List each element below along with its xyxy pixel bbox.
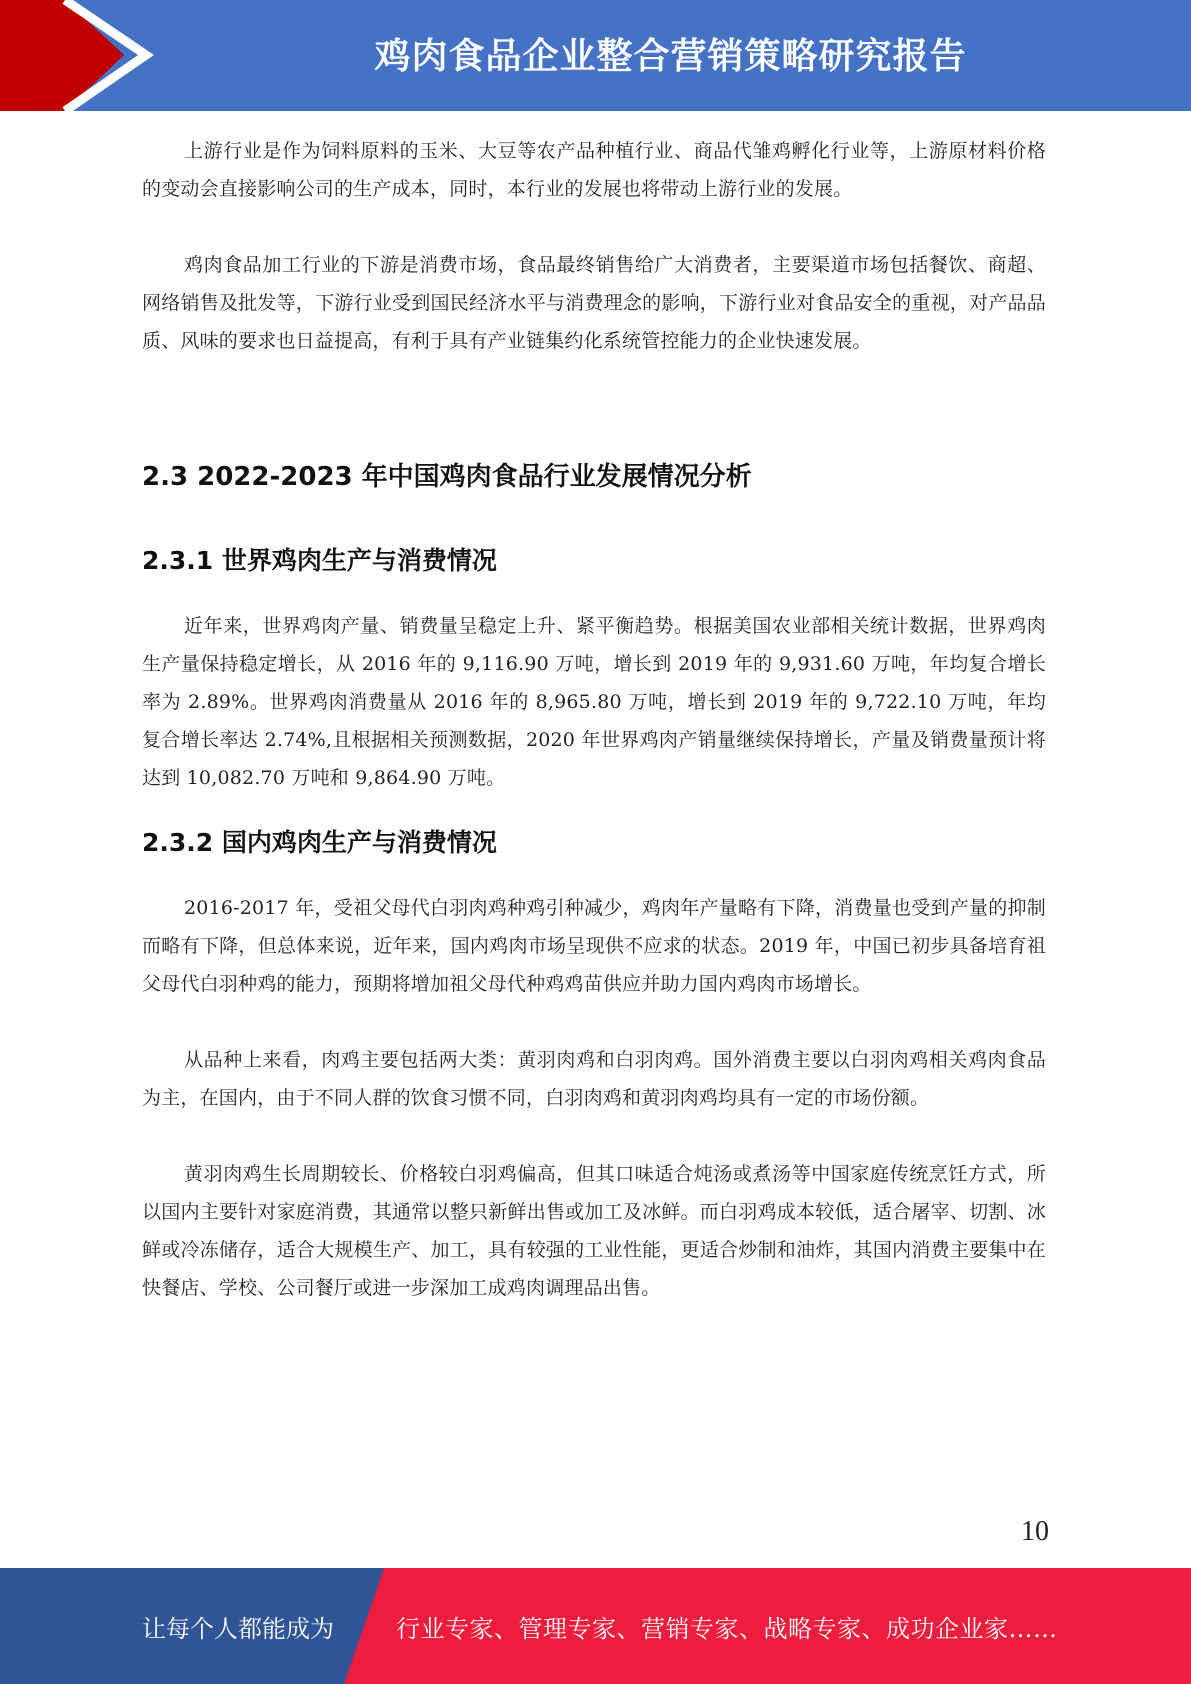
page-footer xyxy=(0,1568,1191,1684)
paragraph-downstream: 鸡肉食品加工行业的下游是消费市场，食品最终销售给广大消费者，主要渠道市场包括餐饮、商超、网络销售及批发等，下游行业受到国民经济水平与消费理念的影响，下游行业对食品安全的重视，对产品品质、风味的要求也日益提高，有利于具有产业链集约化系统管控能力的企业快速发展。 xyxy=(142,254,1046,352)
paragraph-world-chicken: 近年来，世界鸡肉产量、销费量呈稳定上升、紧平衡趋势。根据美国农业部相关统计数据，世界鸡肉生产量保持稳定增长，从 2016 年的 9,116.90 万吨，增长到 2019 年的 9,931.60 万吨，年均复合增长率为 2.89%。世界鸡肉消费量从 2016 年的 8,965.80 万吨，增长到 2019 年的 9,722.10 万吨，年均复合增长率达 2.74%,且根据相关预测数据，2020 年世界鸡肉产销量继续保持增长，产量及销费量预计将达到 10,082.70 万吨和 9,864.90 万吨。 xyxy=(142,615,1046,789)
report-title: 鸡肉食品企业整合营销策略研究报告 xyxy=(374,35,967,77)
page-number: 10 xyxy=(1021,1516,1049,1547)
paragraph-yellow-white: 黄羽肉鸡生长周期较长、价格较白羽鸡偏高，但其口味适合炖汤或煮汤等中国家庭传统烹饪方式，所以国内主要针对家庭消费，其通常以整只新鲜出售或加工及冰鲜。而白羽鸡成本较低，适合屠宰、切割、冰鲜或冷冻储存，适合大规模生产、加工，具有较强的工业性能，更适合炒制和油炸，其国内消费主要集中在快餐店、学校、公司餐厅或进一步深加工成鸡肉调理品出售。 xyxy=(142,1163,1046,1299)
page-header xyxy=(0,0,1191,111)
section-heading-2-3-1: 2.3.1 世界鸡肉生产与消费情况 xyxy=(142,546,497,575)
section-heading-2-3: 2.3 2022-2023 年中国鸡肉食品行业发展情况分析 xyxy=(142,462,752,492)
paragraph-upstream: 上游行业是作为饲料原料的玉米、大豆等农产品种植行业、商品代雏鸡孵化行业等，上游原材料价格的变动会直接影响公司的生产成本，同时，本行业的发展也将带动上游行业的发展。 xyxy=(142,140,1046,200)
paragraph-domestic-chicken: 2016-2017 年，受祖父母代白羽肉鸡种鸡引种减少，鸡肉年产量略有下降，消费量也受到产量的抑制而略有下降，但总体来说，近年来，国内鸡肉市场呈现供不应求的状态。2019 年，中国已初步具备培育祖父母代白羽种鸡的能力，预期将增加祖父母代种鸡鸡苗供应并助力国内鸡肉市场增长。 xyxy=(142,897,1046,995)
footer-slogan-right: 行业专家、管理专家、营销专家、战略专家、成功企业家…… xyxy=(396,1614,1058,1643)
footer-slogan-left: 让每个人都能成为 xyxy=(142,1614,334,1643)
paragraph-breeds: 从品种上来看，肉鸡主要包括两大类：黄羽肉鸡和白羽肉鸡。国外消费主要以白羽肉鸡相关鸡肉食品为主，在国内，由于不同人群的饮食习惯不同，白羽肉鸡和黄羽肉鸡均具有一定的市场份额。 xyxy=(142,1049,1046,1109)
section-heading-2-3-2: 2.3.2 国内鸡肉生产与消费情况 xyxy=(142,828,497,857)
main-content xyxy=(142,132,1046,1307)
